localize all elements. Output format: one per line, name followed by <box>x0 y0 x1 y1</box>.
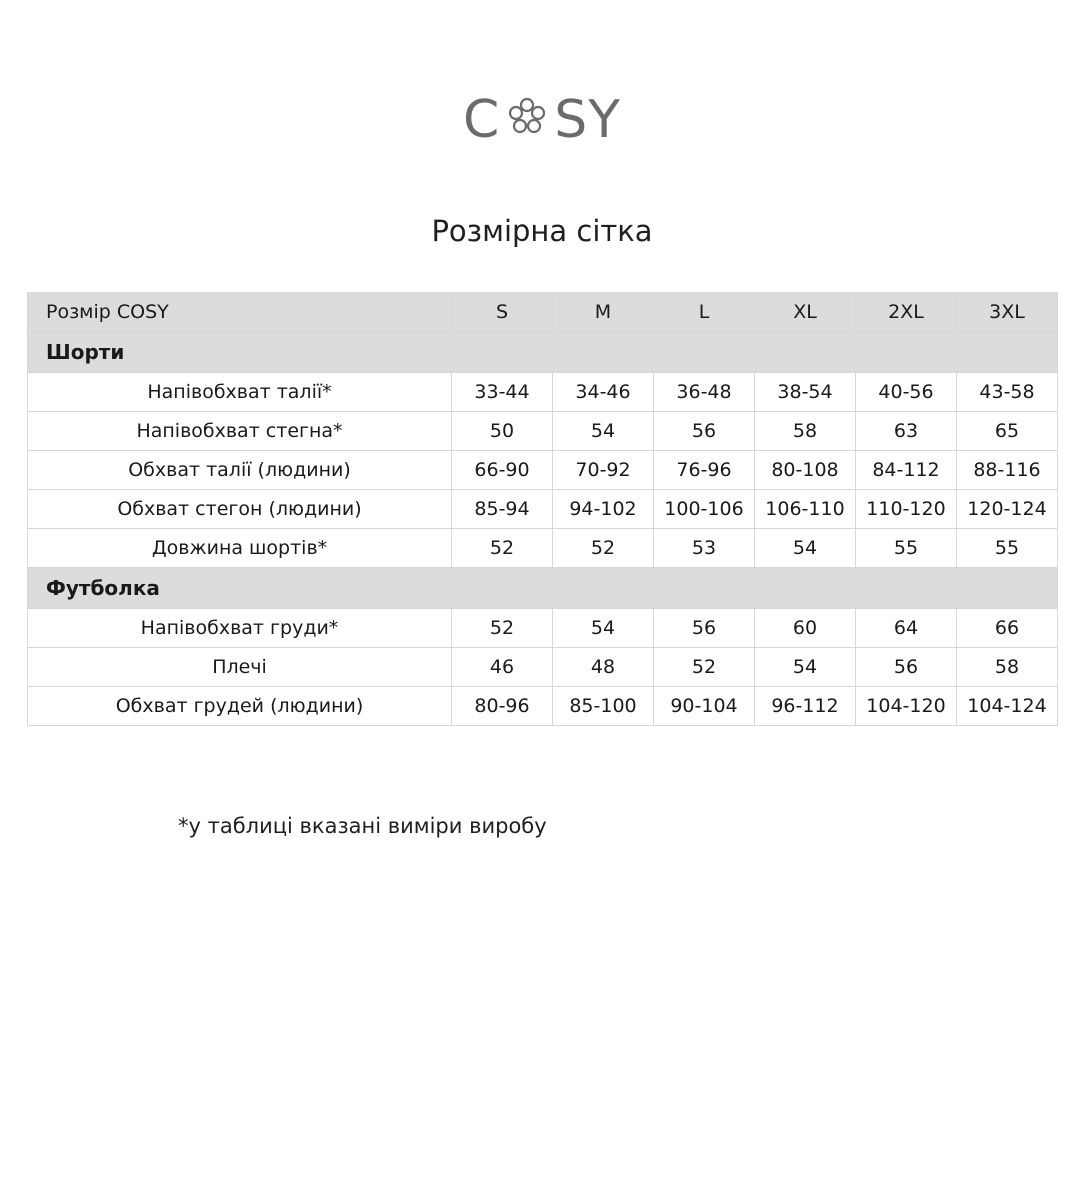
cell-value: 104-120 <box>856 687 957 726</box>
table-row <box>28 687 1058 726</box>
header-cell-l: L <box>654 293 755 332</box>
footnote: *у таблиці вказані виміри виробу <box>178 814 547 838</box>
cell-value: 36-48 <box>654 373 755 412</box>
size-chart-table <box>27 292 1058 726</box>
cell-value: 53 <box>654 529 755 568</box>
cell-value: 84-112 <box>856 451 957 490</box>
table-body <box>28 332 1058 726</box>
logo-lockup <box>462 89 622 150</box>
table-header <box>28 293 1058 332</box>
header-cell-3xl: 3XL <box>957 293 1058 332</box>
row-label: Довжина шортів* <box>28 529 452 568</box>
page-title: Розмірна сітка <box>431 214 653 248</box>
cell-value: 33-44 <box>452 373 553 412</box>
row-label: Обхват талії (людини) <box>28 451 452 490</box>
header-cell-2xl: 2XL <box>856 293 957 332</box>
table-row <box>28 609 1058 648</box>
cell-value: 46 <box>452 648 553 687</box>
cell-value: 52 <box>452 529 553 568</box>
cell-value: 65 <box>957 412 1058 451</box>
cell-value: 56 <box>654 412 755 451</box>
cell-value: 120-124 <box>957 490 1058 529</box>
cell-value: 106-110 <box>755 490 856 529</box>
row-label: Обхват грудей (людини) <box>28 687 452 726</box>
cell-value: 63 <box>856 412 957 451</box>
cell-value: 48 <box>553 648 654 687</box>
cell-value: 94-102 <box>553 490 654 529</box>
section-title-tshirt: Футболка <box>28 568 1058 609</box>
cell-value: 55 <box>957 529 1058 568</box>
table-row <box>28 373 1058 412</box>
cell-value: 52 <box>452 609 553 648</box>
cell-value: 58 <box>755 412 856 451</box>
flower-icon <box>504 94 550 149</box>
cell-value: 100-106 <box>654 490 755 529</box>
cell-value: 54 <box>553 412 654 451</box>
cell-value: 34-46 <box>553 373 654 412</box>
cell-value: 104-124 <box>957 687 1058 726</box>
cell-value: 38-54 <box>755 373 856 412</box>
cell-value: 40-56 <box>856 373 957 412</box>
row-label: Плечі <box>28 648 452 687</box>
cell-value: 88-116 <box>957 451 1058 490</box>
cell-value: 90-104 <box>654 687 755 726</box>
cell-value: 70-92 <box>553 451 654 490</box>
cell-value: 110-120 <box>856 490 957 529</box>
cell-value: 54 <box>755 529 856 568</box>
table-row <box>28 529 1058 568</box>
cell-value: 50 <box>452 412 553 451</box>
row-label: Обхват стегон (людини) <box>28 490 452 529</box>
cell-value: 55 <box>856 529 957 568</box>
header-cell-m: M <box>553 293 654 332</box>
cell-value: 52 <box>654 648 755 687</box>
row-label: Напівобхват стегна* <box>28 412 452 451</box>
table-row <box>28 451 1058 490</box>
logo-letter-c: C <box>462 89 501 150</box>
section-header-row <box>28 568 1058 609</box>
cell-value: 56 <box>856 648 957 687</box>
cell-value: 43-58 <box>957 373 1058 412</box>
cell-value: 66 <box>957 609 1058 648</box>
section-header-row <box>28 332 1058 373</box>
header-cell-xl: XL <box>755 293 856 332</box>
row-label: Напівобхват талії* <box>28 373 452 412</box>
cell-value: 60 <box>755 609 856 648</box>
cell-value: 80-96 <box>452 687 553 726</box>
cell-value: 58 <box>957 648 1058 687</box>
cell-value: 54 <box>755 648 856 687</box>
cell-value: 85-94 <box>452 490 553 529</box>
section-title-shorts: Шорти <box>28 332 1058 373</box>
cell-value: 52 <box>553 529 654 568</box>
row-label: Напівобхват груди* <box>28 609 452 648</box>
header-cell-s: S <box>452 293 553 332</box>
logo-letters-sy: SY <box>554 89 622 150</box>
cell-value: 66-90 <box>452 451 553 490</box>
table-row <box>28 648 1058 687</box>
cell-value: 76-96 <box>654 451 755 490</box>
table-row <box>28 412 1058 451</box>
table-header-row <box>28 293 1058 332</box>
cell-value: 85-100 <box>553 687 654 726</box>
cell-value: 64 <box>856 609 957 648</box>
table-row <box>28 490 1058 529</box>
brand-logo <box>0 0 1084 150</box>
cell-value: 54 <box>553 609 654 648</box>
cell-value: 80-108 <box>755 451 856 490</box>
header-cell-size-label: Розмір COSY <box>28 293 452 332</box>
size-chart-container <box>27 292 1057 726</box>
cell-value: 96-112 <box>755 687 856 726</box>
cell-value: 56 <box>654 609 755 648</box>
